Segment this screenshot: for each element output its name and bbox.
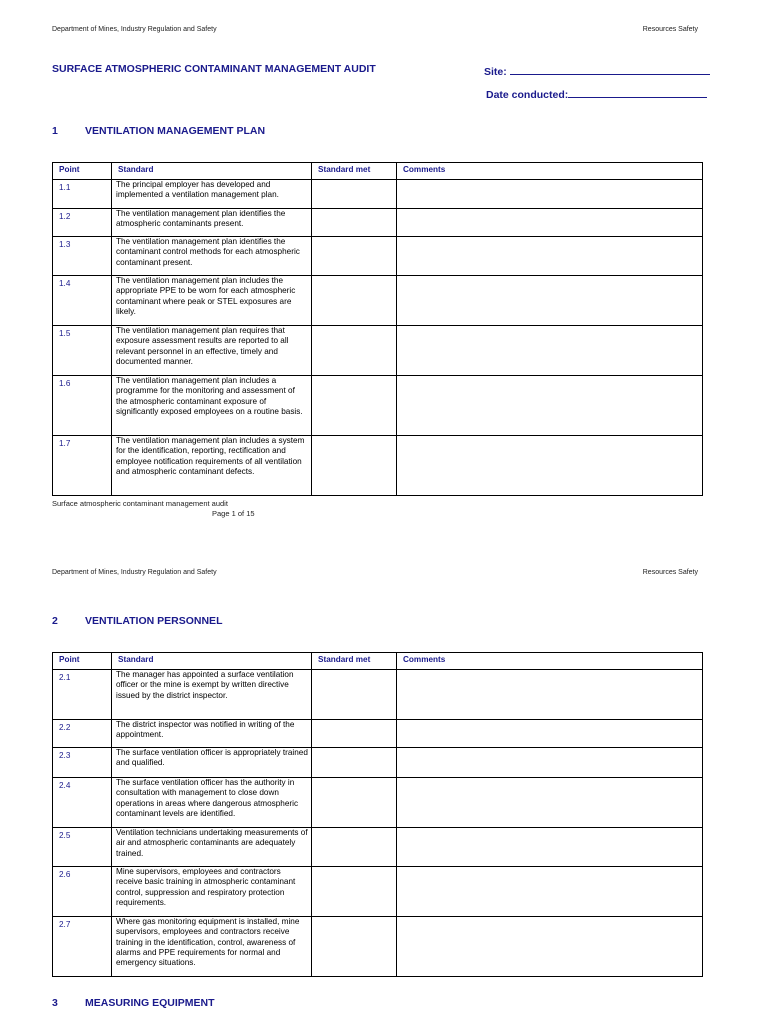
standard-met-cell[interactable] [312, 376, 397, 436]
section-number: 1 [52, 125, 58, 137]
table-row [53, 828, 703, 867]
comments-cell[interactable] [397, 276, 703, 326]
table-row [53, 670, 703, 720]
comments-cell[interactable] [397, 720, 703, 748]
header-department: Department of Mines, Industry Regulation and Safety [52, 26, 217, 33]
site-input-line[interactable] [510, 63, 710, 75]
table-header-row [53, 163, 703, 180]
comments-cell[interactable] [397, 778, 703, 828]
standard-met-cell[interactable] [312, 276, 397, 326]
row-standard: The ventilation management plan requires that exposure assessment results are reported to all relevant personnel in an effective, timely and documented manner. [112, 326, 312, 376]
row-standard: The surface ventilation officer is appropriately trained and qualified. [112, 748, 312, 778]
standard-met-cell[interactable] [312, 326, 397, 376]
standard-met-cell[interactable] [312, 180, 397, 209]
comments-cell[interactable] [397, 209, 703, 237]
row-point: 1.6 [53, 376, 112, 436]
row-point: 1.1 [53, 180, 112, 209]
standard-met-cell[interactable] [312, 670, 397, 720]
standard-met-cell[interactable] [312, 720, 397, 748]
row-standard: The ventilation management plan identifies the contaminant control methods for each atmospheric contaminant present. [112, 237, 312, 276]
row-standard: Mine supervisors, employees and contractors receive basic training in atmospheric contaminant control, suppression and respiratory protection requirements. [112, 867, 312, 917]
table-row [53, 276, 703, 326]
section-3-heading [52, 997, 215, 1009]
row-standard: The ventilation management plan identifies the atmospheric contaminants present. [112, 209, 312, 237]
comments-cell[interactable] [397, 917, 703, 977]
section-title: VENTILATION MANAGEMENT PLAN [85, 125, 266, 137]
comments-cell[interactable] [397, 867, 703, 917]
header-point: Point [53, 163, 112, 180]
row-point: 2.6 [53, 867, 112, 917]
table-row [53, 720, 703, 748]
standard-met-cell[interactable] [312, 748, 397, 778]
table-row [53, 376, 703, 436]
table-row [53, 778, 703, 828]
row-point: 2.4 [53, 778, 112, 828]
row-standard: The district inspector was notified in writing of the appointment. [112, 720, 312, 748]
section-2-table [52, 652, 703, 977]
row-point: 2.2 [53, 720, 112, 748]
section-number: 2 [52, 615, 58, 627]
row-standard: The principal employer has developed and implemented a ventilation management plan. [112, 180, 312, 209]
standard-met-cell[interactable] [312, 867, 397, 917]
standard-met-cell[interactable] [312, 209, 397, 237]
row-standard: The ventilation management plan includes the appropriate PPE to be worn for each atmospheric contaminant where peak or STEL exposures are likely. [112, 276, 312, 326]
comments-cell[interactable] [397, 748, 703, 778]
comments-cell[interactable] [397, 828, 703, 867]
table-row [53, 436, 703, 496]
comments-cell[interactable] [397, 326, 703, 376]
row-point: 2.5 [53, 828, 112, 867]
standard-met-cell[interactable] [312, 436, 397, 496]
comments-cell[interactable] [397, 180, 703, 209]
table-row [53, 180, 703, 209]
standard-met-cell[interactable] [312, 778, 397, 828]
table-row [53, 867, 703, 917]
row-point: 2.7 [53, 917, 112, 977]
row-point: 1.7 [53, 436, 112, 496]
section-2-heading [52, 615, 222, 627]
comments-cell[interactable] [397, 436, 703, 496]
row-point: 1.5 [53, 326, 112, 376]
standard-met-cell[interactable] [312, 237, 397, 276]
table-header-row [53, 653, 703, 670]
row-standard: The manager has appointed a surface ventilation officer or the mine is exempt by written directive issued by the district inspector. [112, 670, 312, 720]
header-standard-met: Standard met [312, 653, 397, 670]
date-label: Date conducted: [486, 89, 569, 101]
comments-cell[interactable] [397, 670, 703, 720]
row-point: 1.3 [53, 237, 112, 276]
row-standard: Ventilation technicians undertaking measurements of air and atmospheric contaminants are adequately trained. [112, 828, 312, 867]
row-point: 2.3 [53, 748, 112, 778]
row-standard: Where gas monitoring equipment is installed, mine supervisors, employees and contractors receive training in the identification, control, awareness of alarms and PPE requirements for normal and emergency situations. [112, 917, 312, 977]
row-standard: The ventilation management plan includes a programme for the monitoring and assessment of the atmospheric contaminant exposure of significantly exposed employees on a routine basis. [112, 376, 312, 436]
row-point: 2.1 [53, 670, 112, 720]
table-row [53, 209, 703, 237]
site-label: Site: [484, 66, 507, 78]
footer-page-number: Page 1 of 15 [212, 509, 255, 518]
footer-document-name: Surface atmospheric contaminant management audit [52, 499, 228, 508]
comments-cell[interactable] [397, 237, 703, 276]
header-resources-safety: Resources Safety [642, 569, 698, 576]
header-point: Point [53, 653, 112, 670]
header-standard-met: Standard met [312, 163, 397, 180]
header-resources-safety: Resources Safety [642, 26, 698, 33]
row-point: 1.2 [53, 209, 112, 237]
row-point: 1.4 [53, 276, 112, 326]
header-standard: Standard [112, 653, 312, 670]
row-standard: The surface ventilation officer has the authority in consultation with management to close down operations in areas where dangerous atmospheric contaminant levels are identified. [112, 778, 312, 828]
header-comments: Comments [397, 163, 703, 180]
table-row [53, 326, 703, 376]
section-number: 3 [52, 997, 58, 1009]
section-1-heading [52, 125, 265, 137]
row-standard: The ventilation management plan includes a system for the identification, reporting, rectification and employee notification requirements of all ventilation and atmospheric contaminant defects. [112, 436, 312, 496]
standard-met-cell[interactable] [312, 828, 397, 867]
table-row [53, 237, 703, 276]
standard-met-cell[interactable] [312, 917, 397, 977]
section-title: VENTILATION PERSONNEL [85, 615, 223, 627]
header-standard: Standard [112, 163, 312, 180]
header-comments: Comments [397, 653, 703, 670]
table-row [53, 748, 703, 778]
site-field [484, 63, 710, 78]
section-title: MEASURING EQUIPMENT [85, 997, 215, 1009]
section-1-table [52, 162, 703, 496]
date-field [486, 86, 707, 101]
document-title: SURFACE ATMOSPHERIC CONTAMINANT MANAGEMENT AUDIT [52, 63, 376, 75]
date-input-line[interactable] [568, 86, 707, 98]
comments-cell[interactable] [397, 376, 703, 436]
table-row [53, 917, 703, 977]
header-department: Department of Mines, Industry Regulation and Safety [52, 569, 217, 576]
